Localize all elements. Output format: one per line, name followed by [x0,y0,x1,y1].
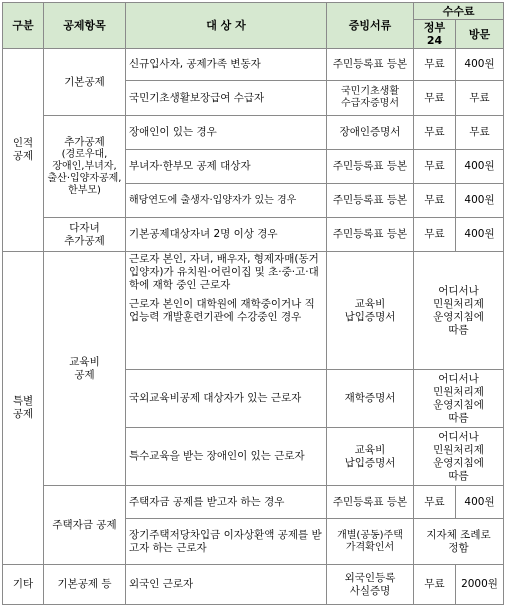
table-row [3,218,504,252]
table-row [3,565,504,605]
target-cell: 신규입사자, 공제가족 변동자 [126,49,327,81]
fee-visit-cell: 2000원 [456,565,504,605]
document-cell: 국민기초생활 수급자증명서 [327,81,414,116]
fee-merged-cell: 어디서나 민원처리제 운영지침에 따름 [414,252,504,370]
fee-gov24-cell: 무료 [414,486,456,519]
item-multi-child: 다자녀 추가공제 [44,218,126,252]
header-item: 공제항목 [44,3,126,49]
document-cell: 주민등록표 등본 [327,150,414,184]
document-cell: 개별(공동)주택 가격확인서 [327,519,414,565]
table-row [3,252,504,370]
header-fee-gov24: 정부24 [414,20,456,49]
target-cell: 기본공제대상자녀 2명 이상 경우 [126,218,327,252]
fee-merged-cell: 어디서나 민원처리제 운영지침에 따름 [414,370,504,428]
fee-visit-cell: 무료 [456,81,504,116]
document-cell: 주민등록표 등본 [327,218,414,252]
target-cell [126,252,327,370]
item-basic-etc: 기본공제 등 [44,565,126,605]
fee-gov24-cell: 무료 [414,184,456,218]
fee-gov24-cell: 무료 [414,565,456,605]
header-document: 증빙서류 [327,3,414,49]
table-header-row [3,3,504,20]
fee-visit-cell: 400원 [456,49,504,81]
fee-visit-cell: 400원 [456,150,504,184]
document-cell: 주민등록표 등본 [327,486,414,519]
document-cell: 주민등록표 등본 [327,49,414,81]
document-cell: 재학증명서 [327,370,414,428]
target-cell: 해당연도에 출생자·입양자가 있는 경우 [126,184,327,218]
table-row [3,486,504,519]
target-cell: 국민기초생활보장급여 수급자 [126,81,327,116]
target-cell: 국외교육비공제 대상자가 있는 근로자 [126,370,327,428]
target-cell: 장애인이 있는 경우 [126,116,327,150]
fee-gov24-cell: 무료 [414,218,456,252]
fee-gov24-cell: 무료 [414,150,456,184]
table-row [3,116,504,150]
target-cell: 부녀자·한부모 공제 대상자 [126,150,327,184]
fee-visit-cell: 400원 [456,184,504,218]
group-personal: 인적 공제 [3,49,44,252]
target-text-a: 근로자 본인, 자녀, 배우자, 형제자매(동거입양자)가 유치원·어린이집 및 초·중·고·대학에 재학 중인 근로자 [129,253,319,291]
item-additional-title: 추가공제 [64,136,105,148]
header-fee-visit: 방문 [456,20,504,49]
fee-visit-cell: 400원 [456,218,504,252]
item-housing: 주택자금 공제 [44,486,126,565]
fee-visit-cell: 무료 [456,116,504,150]
header-fee: 수수료 [414,3,504,20]
table-row [3,49,504,81]
group-other: 기타 [3,565,44,605]
fee-visit-cell: 400원 [456,486,504,519]
deduction-documents-table [2,2,504,605]
fee-gov24-cell: 무료 [414,116,456,150]
target-text-b: 근로자 본인이 대학원에 재학중이거나 직업능력 개발훈련기관에 수강중인 경우 [129,298,315,323]
item-education: 교육비 공제 [44,252,126,486]
header-category: 구분 [3,3,44,49]
document-cell: 주민등록표 등본 [327,184,414,218]
target-cell: 장기주택저당차입금 이자상환액 공제를 받고자 하는 근로자 [126,519,327,565]
item-additional [44,116,126,218]
group-special: 특별 공제 [3,252,44,565]
fee-merged-cell: 지자체 조례로 정함 [414,519,504,565]
item-basic: 기본공제 [44,49,126,116]
document-cell: 외국인등록 사실증명 [327,565,414,605]
fee-merged-cell: 어디서나 민원처리제 운영지침에 따름 [414,428,504,486]
document-cell: 교육비 납입증명서 [327,428,414,486]
document-cell: 장애인증명서 [327,116,414,150]
fee-gov24-cell: 무료 [414,49,456,81]
target-cell: 외국인 근로자 [126,565,327,605]
target-cell: 주택자금 공제를 받고자 하는 경우 [126,486,327,519]
document-cell: 교육비 납입증명서 [327,252,414,370]
header-target: 대 상 자 [126,3,327,49]
item-additional-subtitle: (경로우대, 장애인,부녀자, 출산·입양자공제, 한부모) [47,149,122,196]
target-cell: 특수교육을 받는 장애인이 있는 근로자 [126,428,327,486]
fee-gov24-cell: 무료 [414,81,456,116]
